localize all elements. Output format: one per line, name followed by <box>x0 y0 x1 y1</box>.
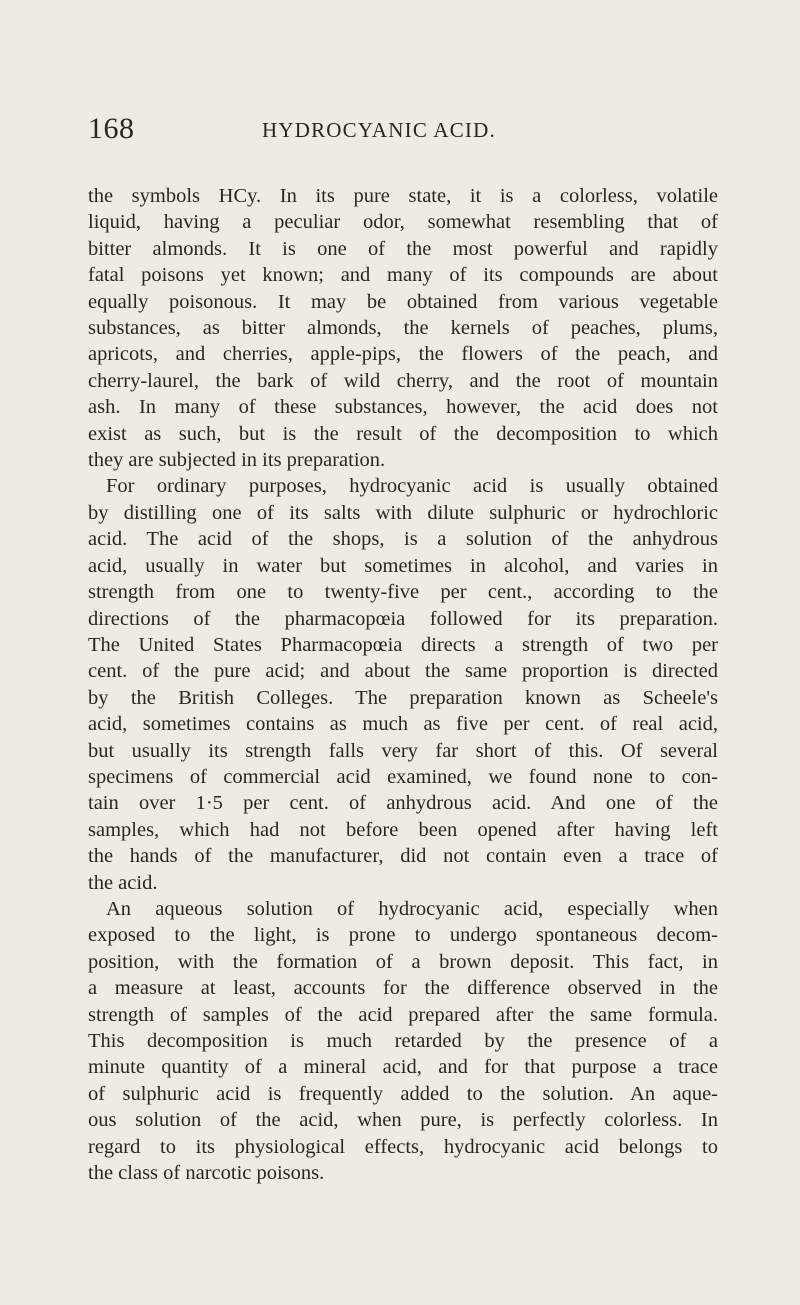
text-line: the class of narcotic poisons. <box>88 1162 325 1185</box>
text-line: ous solution of the acid, when pure, is perfectly colorless. In <box>88 1109 718 1132</box>
text-line: the hands of the manufacturer, did not contain even a trace of <box>88 845 718 868</box>
text-line: of sulphuric acid is frequently added to the solution. An aque- <box>88 1082 718 1105</box>
text-line: acid, usually in water but sometimes in alcohol, and varies in <box>88 554 718 577</box>
text-line: the acid. <box>88 871 158 894</box>
text-line: a measure at least, accounts for the difference observed in the <box>88 977 718 1000</box>
text-line: the symbols HCy. In its pure state, it is a colorless, volatile <box>88 185 718 207</box>
paragraph-2 <box>88 473 718 896</box>
paragraph-1 <box>88 183 718 473</box>
text-line: For ordinary purposes, hydrocyanic acid is usually obtained <box>106 475 718 498</box>
page-header <box>88 112 718 152</box>
text-line: strength from one to twenty-five per cent., according to the <box>88 581 718 604</box>
body-text <box>88 183 718 1186</box>
text-line: acid, sometimes contains as much as five per cent. of real acid, <box>88 713 718 736</box>
text-line: minute quantity of a mineral acid, and for that purpose a trace <box>88 1056 718 1079</box>
text-line: but usually its strength falls very far short of this. Of several <box>88 739 718 762</box>
paragraph-3 <box>88 896 718 1186</box>
text-line: bitter almonds. It is one of the most powerful and rapidly <box>88 237 718 260</box>
text-line: The United States Pharmacopœia directs a strength of two per <box>88 633 718 656</box>
text-line: regard to its physiological effects, hydrocyanic acid belongs to <box>88 1135 718 1158</box>
text-line: they are subjected in its preparation. <box>88 449 386 472</box>
text-line: exposed to the light, is prone to undergo spontaneous decom- <box>88 924 718 947</box>
text-line: fatal poisons yet known; and many of its compounds are about <box>88 264 718 287</box>
text-line: cent. of the pure acid; and about the same proportion is directed <box>88 660 718 683</box>
text-line: apricots, and cherries, apple-pips, the flowers of the peach, and <box>88 343 718 366</box>
text-line: by the British Colleges. The preparation known as Scheele's <box>88 686 718 709</box>
text-line: acid. The acid of the shops, is a solution of the anhydrous <box>88 528 718 551</box>
text-line: This decomposition is much retarded by the presence of a <box>88 1030 718 1052</box>
text-line: cherry-laurel, the bark of wild cherry, and the root of mountain <box>88 369 718 392</box>
text-line: liquid, having a peculiar odor, somewhat resembling that of <box>88 211 718 234</box>
text-line: directions of the pharmacopœia followed for its preparation. <box>88 607 718 630</box>
running-head: HYDROCYANIC ACID. <box>262 118 496 142</box>
text-line: substances, as bitter almonds, the kernels of peaches, plums, <box>88 317 718 340</box>
text-line: exist as such, but is the result of the decomposition to which <box>88 422 718 445</box>
text-line: ash. In many of these substances, however, the acid does not <box>88 396 718 419</box>
text-line: An aqueous solution of hydrocyanic acid, especially when <box>106 897 718 920</box>
page-number: 168 <box>88 112 135 145</box>
text-line: position, with the formation of a brown deposit. This fact, in <box>88 950 718 973</box>
text-line: strength of samples of the acid prepared after the same formula. <box>88 1003 718 1026</box>
text-line: by distilling one of its salts with dilute sulphuric or hydrochloric <box>88 501 718 524</box>
text-line: tain over 1·5 per cent. of anhydrous acid. And one of the <box>88 792 718 815</box>
text-line: specimens of commercial acid examined, we found none to con- <box>88 765 718 788</box>
text-line: equally poisonous. It may be obtained from various vegetable <box>88 290 718 313</box>
text-line: samples, which had not before been opened after having left <box>88 818 718 841</box>
